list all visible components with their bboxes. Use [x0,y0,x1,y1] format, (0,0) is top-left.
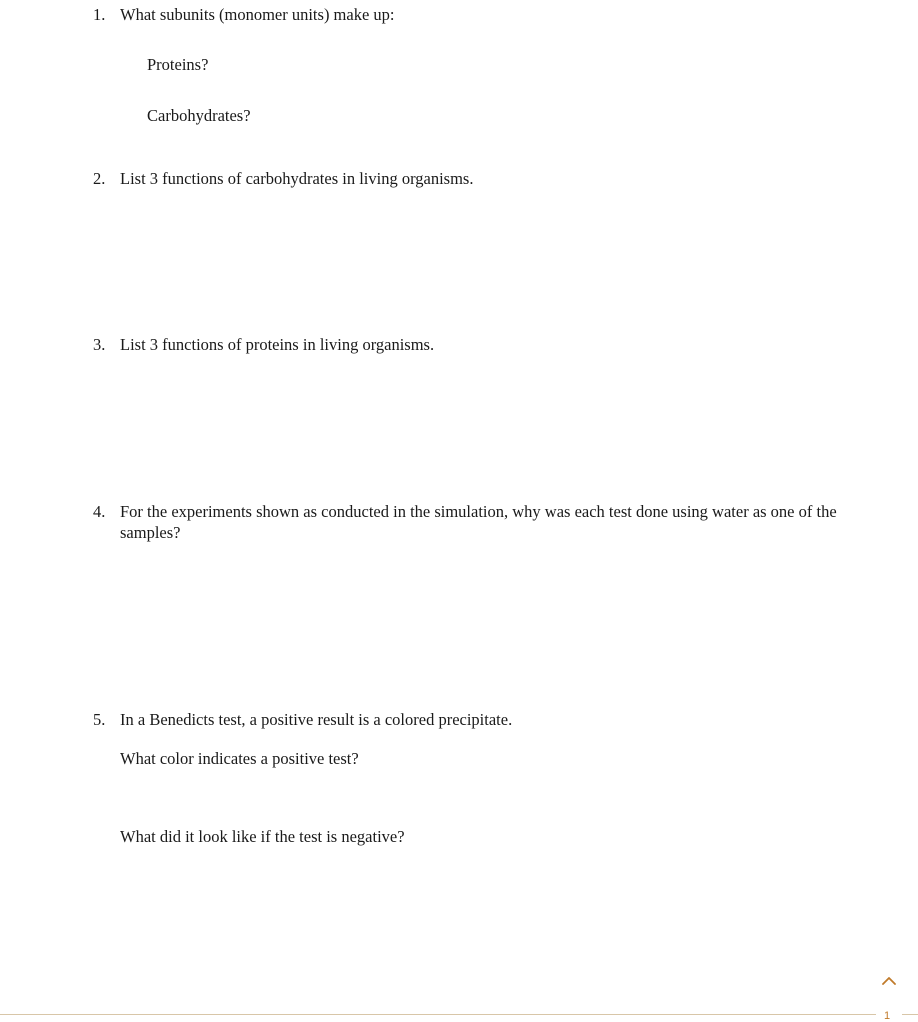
question-number: 3. [93,335,106,354]
page-divider [0,1014,876,1015]
question-text: In a Benedicts test, a positive result is a colored precipitate. [120,710,513,729]
question-text: List 3 functions of carbohydrates in living organisms. [120,169,474,188]
sub-item-positive-test: What color indicates a positive test? [120,749,359,768]
collapse-button[interactable] [878,970,900,992]
sub-item-carbohydrates: Carbohydrates? [147,106,251,125]
question-number: 4. [93,502,106,521]
page-divider-right [902,1014,918,1015]
question-text: For the experiments shown as conducted in the simulation, why was each test done using water as one of the samples? [120,502,837,542]
question-text: What subunits (monomer units) make up: [120,5,395,24]
question-number: 1. [93,5,106,24]
chevron-up-icon [878,970,900,992]
sub-item-proteins: Proteins? [147,55,209,74]
sub-item-negative-test: What did it look like if the test is negative? [120,827,405,846]
question-number: 2. [93,169,106,188]
question-text: List 3 functions of proteins in living organisms. [120,335,435,354]
page-number: 1 [884,1010,891,1022]
question-number: 5. [93,710,106,729]
